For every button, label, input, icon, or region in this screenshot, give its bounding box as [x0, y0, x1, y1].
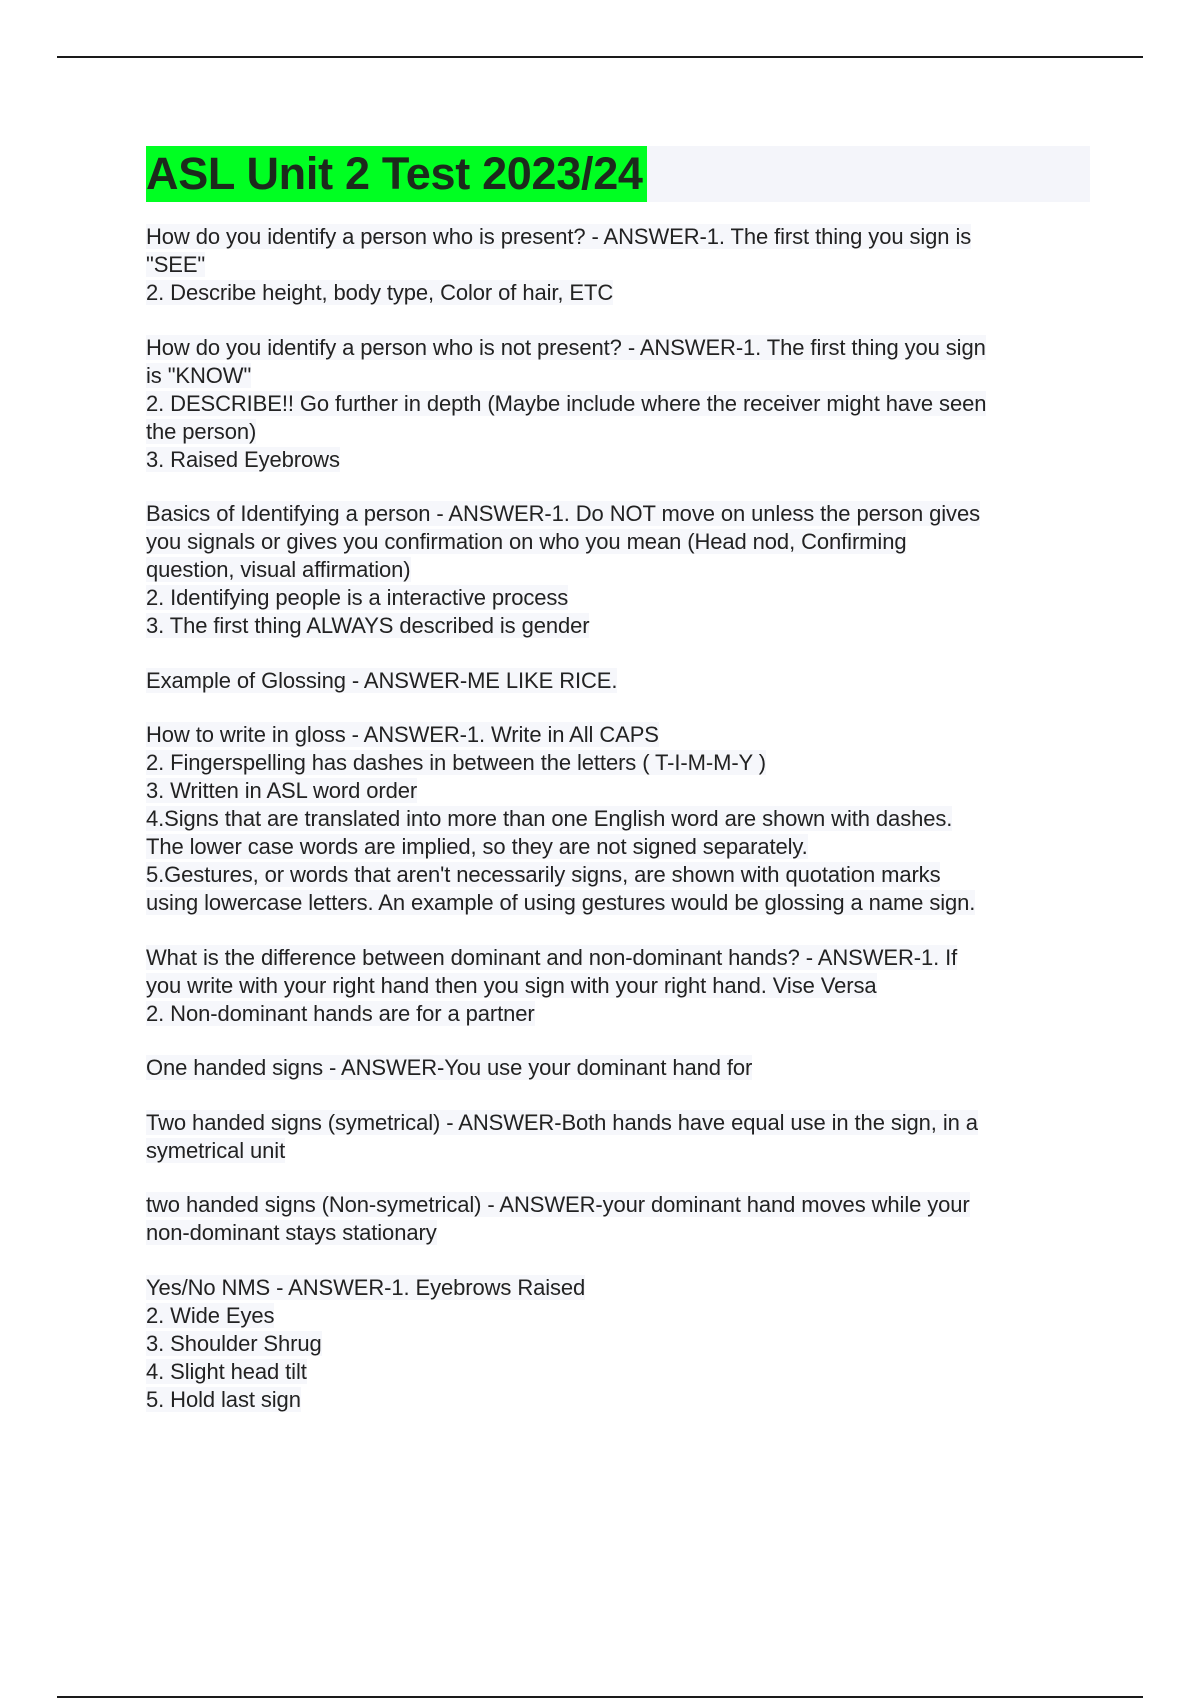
qa-line [146, 418, 1092, 446]
qa-line [146, 612, 1092, 640]
qa-line-text: 2. Fingerspelling has dashes in between the letters ( T-I-M-M-Y ) [146, 750, 766, 775]
title-bar [146, 146, 1090, 202]
qa-line-text: 2. Describe height, body type, Color of hair, ETC [146, 280, 614, 305]
qa-entry [146, 1191, 1092, 1247]
qa-line [146, 584, 1092, 612]
qa-line [146, 251, 1092, 279]
qa-line [146, 1191, 1092, 1219]
qa-line-text: 2. Wide Eyes [146, 1302, 275, 1328]
qa-line [146, 1000, 1092, 1028]
page-title: ASL Unit 2 Test 2023/24 [146, 146, 647, 202]
qa-line [146, 334, 1092, 362]
qa-line [146, 805, 1092, 833]
qa-line [146, 777, 1092, 805]
qa-line-text: using lowercase letters. An example of using gestures would be glossing a name sign. [146, 890, 976, 915]
qa-line-text: is "KNOW" [146, 362, 252, 388]
qa-line-text: Two handed signs (symetrical) - ANSWER-Both hands have equal use in the sign, in a [146, 1109, 978, 1135]
qa-line [146, 889, 1092, 917]
qa-line-text: How do you identify a person who is present? - ANSWER-1. The first thing you sign is [146, 224, 972, 249]
qa-line-text: 4. Slight head tilt [146, 1358, 307, 1384]
qa-line-text: 2. Identifying people is a interactive process [146, 585, 569, 610]
qa-line-text: two handed signs (Non-symetrical) - ANSWER-your dominant hand moves while your [146, 1192, 970, 1217]
qa-line-text: 4.Signs that are translated into more than one English word are shown with dashes. [146, 806, 953, 831]
qa-line-text: 5.Gestures, or words that aren't necessarily signs, are shown with quotation marks [146, 862, 941, 887]
qa-line-text: The lower case words are implied, so they are not signed separately. [146, 834, 808, 859]
qa-line [146, 1386, 1092, 1414]
qa-line [146, 528, 1092, 556]
qa-line [146, 972, 1092, 1000]
qa-line [146, 944, 1092, 972]
qa-line [146, 446, 1092, 474]
qa-entry [146, 334, 1092, 474]
qa-line-text: "SEE" [146, 252, 206, 277]
qa-line [146, 749, 1092, 777]
qa-line-text: the person) [146, 418, 257, 444]
qa-list [146, 223, 1092, 1414]
qa-line [146, 721, 1092, 749]
bottom-divider [57, 1696, 1143, 1698]
qa-line-text: you write with your right hand then you sign with your right hand. Vise Versa [146, 972, 877, 998]
qa-line [146, 667, 1092, 695]
qa-line-text: symetrical unit [146, 1137, 286, 1163]
qa-line [146, 833, 1092, 861]
qa-line-text: 5. Hold last sign [146, 1386, 301, 1412]
qa-line-text: question, visual affirmation) [146, 557, 411, 582]
qa-line [146, 390, 1092, 418]
qa-line [146, 1302, 1092, 1330]
qa-line-text: How do you identify a person who is not present? - ANSWER-1. The first thing you sign [146, 334, 986, 360]
qa-entry [146, 721, 1092, 917]
qa-entry [146, 223, 1092, 307]
qa-line-text: What is the difference between dominant and non-dominant hands? - ANSWER-1. If [146, 944, 958, 970]
qa-line-text: 3. Raised Eyebrows [146, 446, 340, 472]
qa-line [146, 500, 1092, 528]
qa-entry [146, 944, 1092, 1028]
qa-line-text: 2. DESCRIBE!! Go further in depth (Maybe include where the receiver might have seen [146, 390, 987, 416]
qa-line [146, 1274, 1092, 1302]
qa-line [146, 1330, 1092, 1358]
qa-line [146, 556, 1092, 584]
qa-line-text: 2. Non-dominant hands are for a partner [146, 1000, 535, 1026]
qa-line-text: 3. Written in ASL word order [146, 778, 418, 803]
qa-line [146, 1358, 1092, 1386]
qa-line-text: 3. The first thing ALWAYS described is gender [146, 613, 590, 638]
qa-line-text: Basics of Identifying a person - ANSWER-1. Do NOT move on unless the person gives [146, 501, 980, 526]
qa-line [146, 1109, 1092, 1137]
qa-line [146, 279, 1092, 307]
qa-line-text: How to write in gloss - ANSWER-1. Write in All CAPS [146, 722, 659, 747]
qa-line-text: Yes/No NMS - ANSWER-1. Eyebrows Raised [146, 1274, 586, 1300]
document-body [146, 146, 1092, 1440]
qa-line-text: Example of Glossing - ANSWER-ME LIKE RICE. [146, 667, 618, 693]
qa-line-text: non-dominant stays stationary [146, 1220, 437, 1245]
qa-entry [146, 1054, 1092, 1082]
qa-line-text: 3. Shoulder Shrug [146, 1330, 322, 1356]
qa-entry [146, 500, 1092, 640]
qa-entry [146, 667, 1092, 695]
qa-line [146, 1054, 1092, 1082]
qa-line [146, 362, 1092, 390]
qa-entry [146, 1109, 1092, 1165]
qa-line [146, 1219, 1092, 1247]
qa-line-text: you signals or gives you confirmation on who you mean (Head nod, Confirming [146, 529, 907, 554]
qa-line [146, 223, 1092, 251]
qa-entry [146, 1274, 1092, 1414]
top-divider [57, 56, 1143, 58]
qa-line [146, 1137, 1092, 1165]
qa-line-text: One handed signs - ANSWER-You use your dominant hand for [146, 1055, 753, 1080]
qa-line [146, 861, 1092, 889]
